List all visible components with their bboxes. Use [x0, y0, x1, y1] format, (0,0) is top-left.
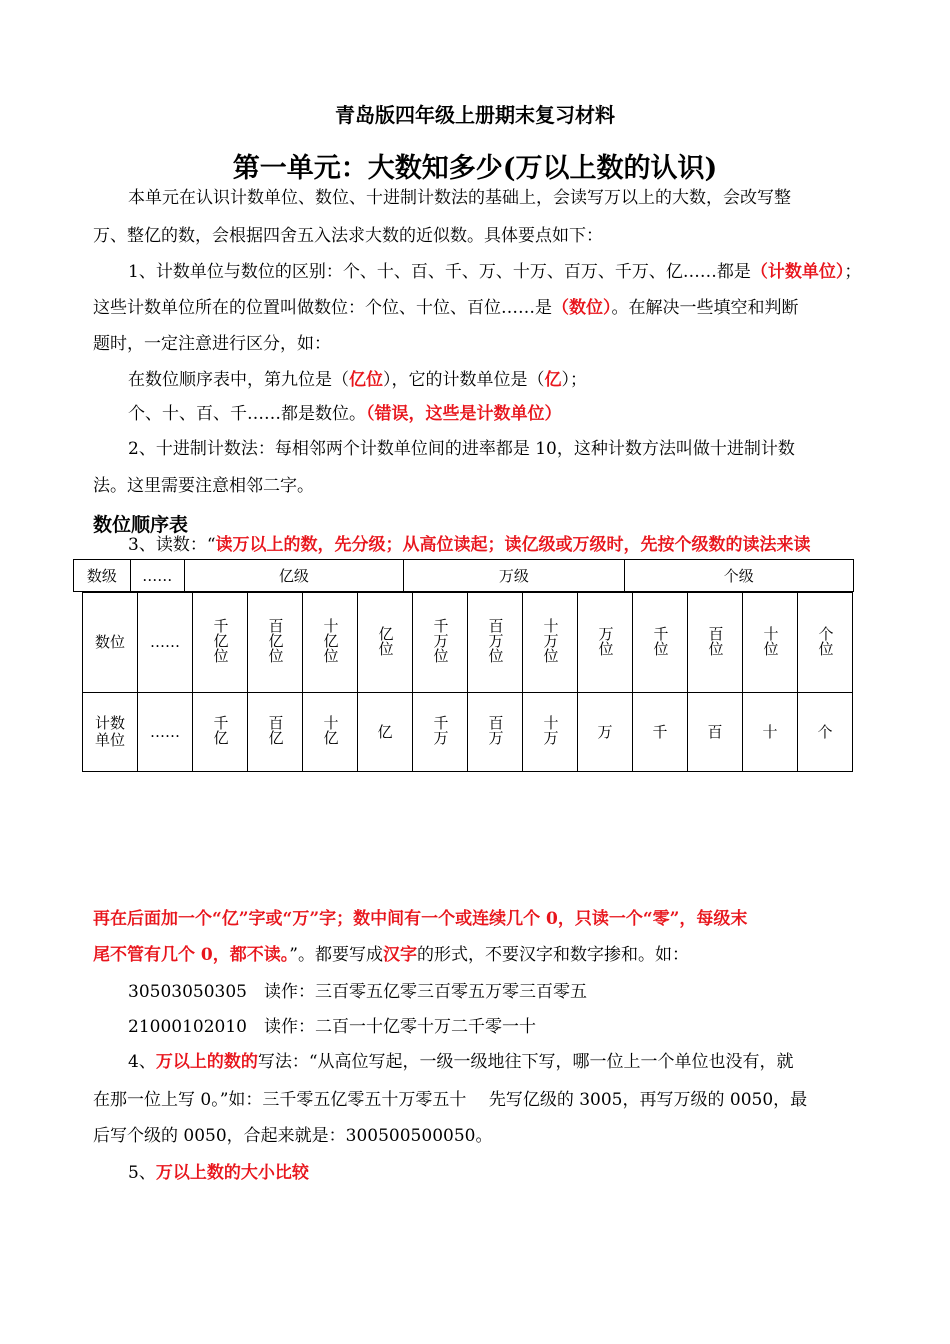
place-table-level-row	[73, 559, 854, 592]
level-ellipsis-cell: ……	[131, 560, 185, 591]
point1-example-1: 在数位顺序表中，第九位是（亿位），它的计数单位是（亿）；	[128, 370, 587, 390]
unit-cell: 百万	[468, 693, 523, 772]
point4-line-3: 后写个级的 0050，合起来就是：300500500050。	[93, 1126, 493, 1146]
place-cell: 十万位	[523, 593, 578, 693]
place-cell: 千亿位	[193, 593, 248, 693]
unit-cell: 千万	[413, 693, 468, 772]
place-row	[83, 593, 853, 693]
place-cell: 亿位	[358, 593, 413, 693]
place-value-table	[82, 592, 853, 772]
document-title: 青岛版四年级上册期末复习材料	[335, 103, 615, 127]
point3-line-1: 3、读数：“读万以上的数，先分级；从高位读起；读亿级或万级时，先按个级数的读法来读	[128, 535, 811, 555]
unit-header-cell: 计数单位	[83, 693, 138, 772]
place-cell: 个位	[798, 593, 853, 693]
unit-cell: 千	[633, 693, 688, 772]
place-cell: 千位	[633, 593, 688, 693]
place-cell: 百万位	[468, 593, 523, 693]
unit-cell: 万	[578, 693, 633, 772]
point5-line: 5、万以上数的大小比较	[128, 1163, 309, 1183]
unit-cell: 亿	[358, 693, 413, 772]
point1-line-1: 1、计数单位与数位的区别：个、十、百、千、万、十万、百万、千万、亿……都是（计数单位）；	[128, 262, 862, 282]
point2-line-2: 法。这里需要注意相邻二字。	[93, 476, 314, 496]
intro-line-1: 本单元在认识计数单位、数位、十进制计数法的基础上，会读写万以上的大数，会改写整	[128, 188, 791, 208]
place-cell: 百亿位	[248, 593, 303, 693]
place-cell: 万位	[578, 593, 633, 693]
level-wan-cell: 万级	[404, 560, 624, 591]
unit-cell: 十万	[523, 693, 578, 772]
point3-example-1: 30503050305 读作：三百零五亿零三百零五万零三百零五	[128, 982, 587, 1002]
point2-line-1: 2、十进制计数法：每相邻两个计数单位间的进率都是 10，这种计数方法叫做十进制计数	[128, 439, 795, 459]
place-cell: 百位	[688, 593, 743, 693]
point4-line-2: 在那一位上写 0。”如：三千零五亿零五十万零五十 先写亿级的 3005，再写万级的 0050，最	[93, 1090, 808, 1110]
level-header-cell: 数级	[74, 560, 131, 591]
intro-line-2: 万、整亿的数，会根据四舍五入法求大数的近似数。具体要点如下：	[93, 226, 603, 246]
level-yi-cell: 亿级	[185, 560, 404, 591]
point3-example-2: 21000102010 读作：二百一十亿零十万二千零一十	[128, 1017, 536, 1037]
place-header-cell: 数位	[83, 593, 138, 693]
point1-line-2: 这些计数单位所在的位置叫做数位：个位、十位、百位……是（数位）。在解决一些填空和判断	[93, 298, 799, 318]
unit-cell: 十亿	[303, 693, 358, 772]
place-cell: 十位	[743, 593, 798, 693]
unit-row	[83, 693, 853, 772]
unit-cell: 千亿	[193, 693, 248, 772]
unit-cell: 百亿	[248, 693, 303, 772]
place-cell: 千万位	[413, 593, 468, 693]
point3-line-3: 尾不管有几个 0，都不读。”。都要写成汉字的形式，不要汉字和数字掺和。如：	[93, 945, 689, 965]
place-table-title: 数位顺序表	[93, 514, 189, 536]
place-cell: ……	[138, 593, 193, 693]
point4-line-1: 4、万以上的数的写法：“从高位写起，一级一级地往下写，哪一位上一个单位也没有，就	[128, 1052, 794, 1072]
point3-line-2: 再在后面加一个“亿”字或“万”字；数中间有一个或连续几个 0，只读一个“零”，每级末	[93, 909, 748, 929]
place-cell: 十亿位	[303, 593, 358, 693]
unit-cell: 百	[688, 693, 743, 772]
unit-cell: 个	[798, 693, 853, 772]
point1-line-3: 题时，一定注意进行区分，如：	[93, 334, 331, 354]
point1-example-2: 个、十、百、千……都是数位。（错误，这些是计数单位）	[128, 404, 562, 424]
level-ge-cell: 个级	[723, 567, 754, 585]
unit-cell: 十	[743, 693, 798, 772]
unit-title: 第一单元：大数知多少(万以上数的认识)	[232, 153, 718, 184]
unit-cell: ……	[138, 693, 193, 772]
